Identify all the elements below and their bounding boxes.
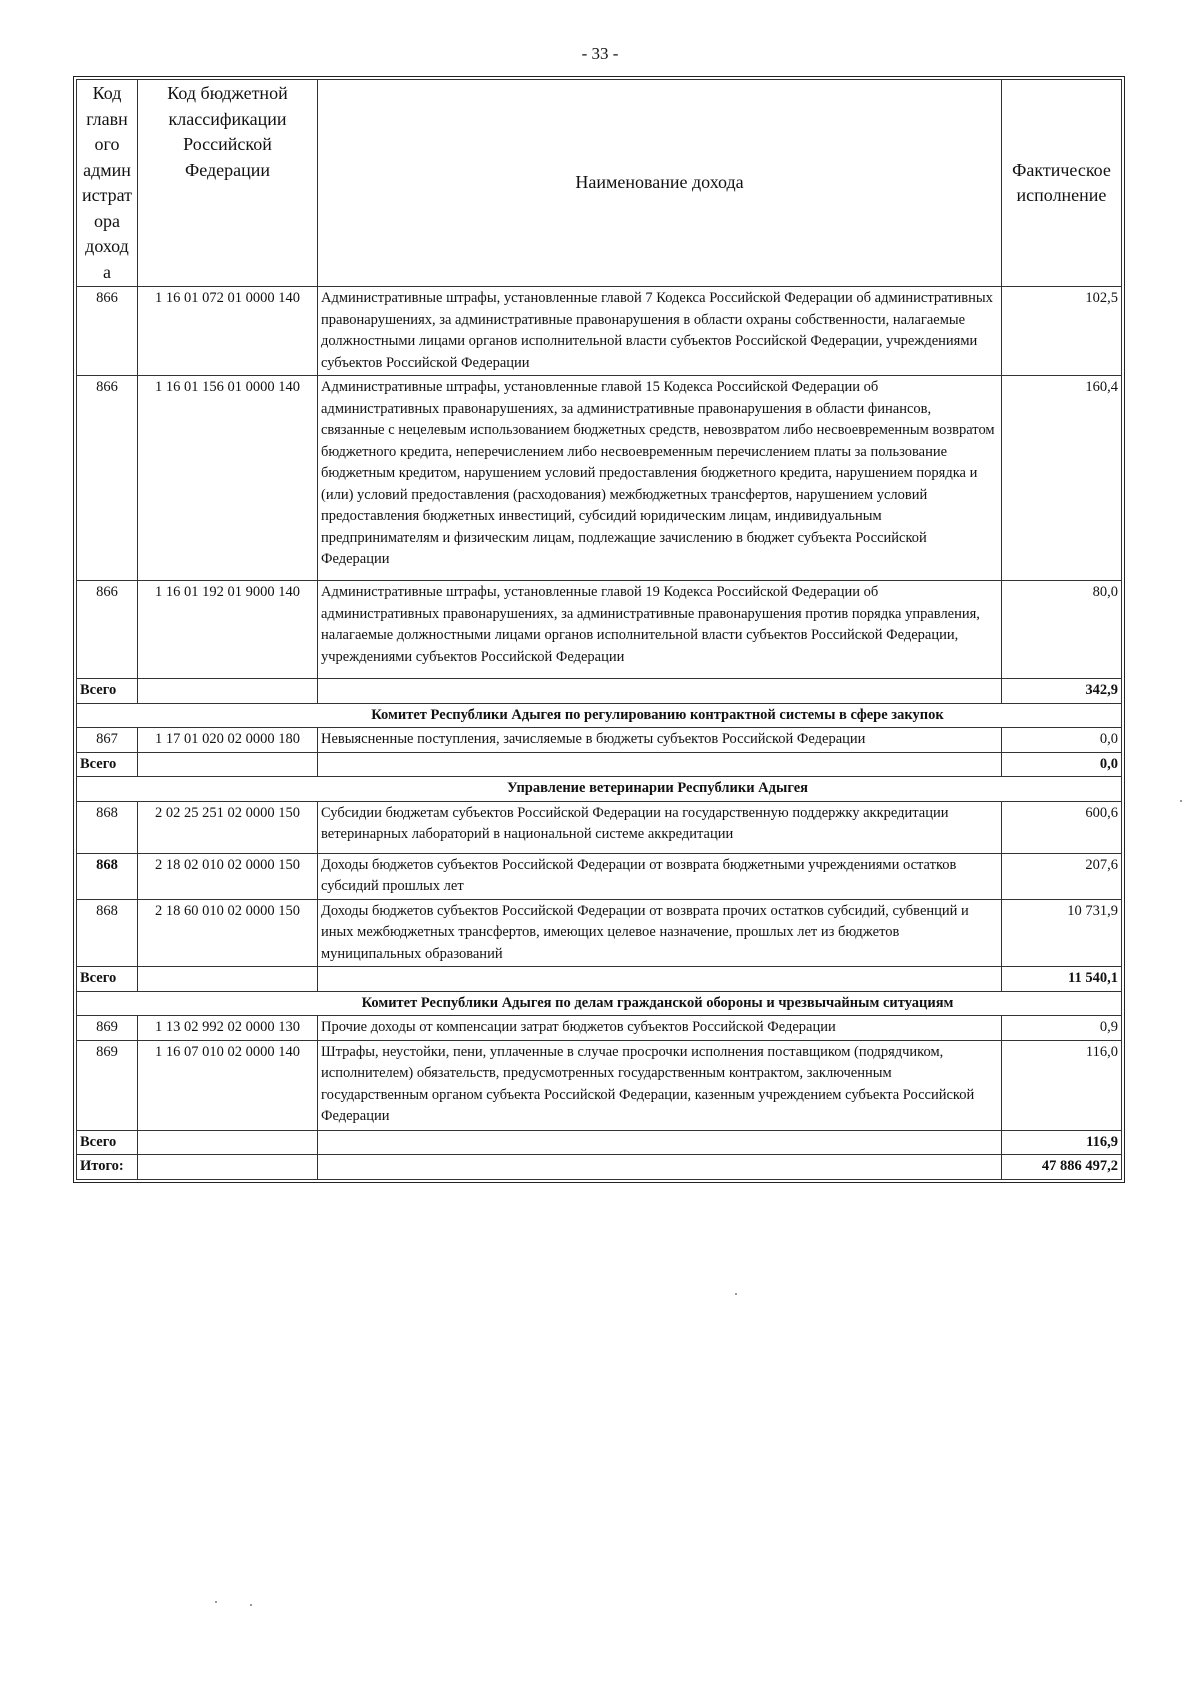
section-header-row — [77, 991, 1122, 1016]
header-budget-code: Код бюджетной классификации Российской Федерации — [138, 80, 318, 287]
table-row — [77, 376, 1122, 581]
table-row — [77, 899, 1122, 967]
income-table-frame — [73, 76, 1125, 1183]
admin-code-cell: 868 — [77, 853, 138, 899]
income-name-cell: Невыясненные поступления, зачисляемые в бюджеты субъектов Российской Федерации — [318, 728, 1002, 753]
income-name-cell: Доходы бюджетов субъектов Российской Федерации от возврата прочих остатков субсидий, субвенций и иных межбюджетных трансфертов, имеющих целевое назначение, прошлых лет из бюджетов муниципальных образований — [318, 899, 1002, 967]
income-name-cell: Административные штрафы, установленные главой 19 Кодекса Российской Федерации об административных правонарушениях, за административные правонарушения против порядка управления, налагаемые должностными лицами органов исполнительной власти субъектов Российской Федерации, учреждениями субъектов Российской Федерации — [318, 581, 1002, 679]
subtotal-label: Всего — [77, 967, 138, 992]
admin-code-cell: 869 — [77, 1040, 138, 1130]
empty-cell — [318, 967, 1002, 992]
scan-speck — [215, 1601, 217, 1603]
admin-code-cell: 866 — [77, 376, 138, 581]
grand-total-label: Итого: — [77, 1155, 138, 1180]
header-admin-code: Код главн ого админ истрат ора доход а — [77, 80, 138, 287]
budget-code-cell: 2 02 25 251 02 0000 150 — [138, 801, 318, 853]
income-name-cell: Субсидии бюджетам субъектов Российской Федерации на государственную поддержку аккредитации ветеринарных лабораторий в национальной системе аккредитации — [318, 801, 1002, 853]
grand-total-value: 47 886 497,2 — [1002, 1155, 1122, 1180]
empty-cell — [138, 1155, 318, 1180]
subtotal-row — [77, 752, 1122, 777]
budget-code-cell: 1 16 01 072 01 0000 140 — [138, 287, 318, 376]
admin-code-cell: 867 — [77, 728, 138, 753]
empty-cell — [138, 967, 318, 992]
admin-code-cell: 868 — [77, 801, 138, 853]
header-income-name: Наименование дохода — [318, 80, 1002, 287]
empty-cell — [318, 752, 1002, 777]
income-name-cell: Административные штрафы, установленные главой 7 Кодекса Российской Федерации об административных правонарушениях, за административные правонарушения в области охраны собственности, налагаемые должностными лицами органов исполнительной власти субъектов Российской Федерации, учреждениями субъектов Российской Федерации — [318, 287, 1002, 376]
page-number: - 33 - — [581, 44, 619, 63]
budget-code-cell: 1 13 02 992 02 0000 130 — [138, 1016, 318, 1041]
table-body — [77, 287, 1122, 1180]
grand-total-row — [77, 1155, 1122, 1180]
actual-value-cell: 160,4 — [1002, 376, 1122, 581]
budget-code-cell: 1 16 07 010 02 0000 140 — [138, 1040, 318, 1130]
actual-value-cell: 102,5 — [1002, 287, 1122, 376]
budget-code-cell: 2 18 60 010 02 0000 150 — [138, 899, 318, 967]
table-row — [77, 853, 1122, 899]
subtotal-label: Всего — [77, 679, 138, 704]
empty-cell — [138, 679, 318, 704]
budget-code-cell: 1 16 01 156 01 0000 140 — [138, 376, 318, 581]
scan-speck — [735, 1293, 737, 1295]
actual-value-cell: 80,0 — [1002, 581, 1122, 679]
subtotal-row — [77, 1130, 1122, 1155]
admin-code-cell: 866 — [77, 581, 138, 679]
budget-code-cell: 1 16 01 192 01 9000 140 — [138, 581, 318, 679]
section-header-row — [77, 777, 1122, 802]
budget-code-cell: 1 17 01 020 02 0000 180 — [138, 728, 318, 753]
income-name-cell: Административные штрафы, установленные главой 15 Кодекса Российской Федерации об административных правонарушениях, за административные правонарушения в области финансов, связанные с нецелевым использованием бюджетных средств, невозвратом либо несвоевременным возвратом бюджетного кредита, неперечислением либо несвоевременным перечислением платы за пользование бюджетным кредитом, нарушением условий предоставления бюджетного кредита, нарушением порядка и (или) условий предоставления (расходования) межбюджетных трансфертов, нарушением условий предоставления бюджетных инвестиций, субсидий юридическим лицам, индивидуальным предпринимателям и физическим лицам, подлежащие зачислению в бюджет субъекта Российской Федерации — [318, 376, 1002, 581]
empty-cell — [138, 752, 318, 777]
section-title: Комитет Республики Адыгея по регулированию контрактной системы в сфере закупок — [77, 703, 1122, 728]
income-name-cell: Штрафы, неустойки, пени, уплаченные в случае просрочки исполнения поставщиком (подрядчиком, исполнителем) обязательств, предусмотренных государственным контрактом, заключенным государственным органом субъекта Российской Федерации, казенным учреждением субъекта Российской Федерации — [318, 1040, 1002, 1130]
subtotal-value: 342,9 — [1002, 679, 1122, 704]
income-name-cell: Прочие доходы от компенсации затрат бюджетов субъектов Российской Федерации — [318, 1016, 1002, 1041]
actual-value-cell: 10 731,9 — [1002, 899, 1122, 967]
subtotal-row — [77, 967, 1122, 992]
scan-speck — [250, 1604, 252, 1606]
table-row — [77, 1016, 1122, 1041]
subtotal-value: 11 540,1 — [1002, 967, 1122, 992]
admin-code-cell: 866 — [77, 287, 138, 376]
actual-value-cell: 207,6 — [1002, 853, 1122, 899]
actual-value-cell: 116,0 — [1002, 1040, 1122, 1130]
actual-value-cell: 600,6 — [1002, 801, 1122, 853]
table-row — [77, 728, 1122, 753]
empty-cell — [318, 1155, 1002, 1180]
empty-cell — [138, 1130, 318, 1155]
table-header-row — [77, 80, 1122, 287]
table-row — [77, 801, 1122, 853]
scan-speck — [1180, 800, 1182, 802]
subtotal-value: 116,9 — [1002, 1130, 1122, 1155]
empty-cell — [318, 679, 1002, 704]
admin-code-cell: 868 — [77, 899, 138, 967]
income-table — [76, 79, 1122, 1180]
budget-code-cell: 2 18 02 010 02 0000 150 — [138, 853, 318, 899]
section-header-row — [77, 703, 1122, 728]
table-row — [77, 1040, 1122, 1130]
table-row — [77, 287, 1122, 376]
section-title: Комитет Республики Адыгея по делам гражданской обороны и чрезвычайным ситуациям — [77, 991, 1122, 1016]
subtotal-label: Всего — [77, 1130, 138, 1155]
subtotal-row — [77, 679, 1122, 704]
subtotal-label: Всего — [77, 752, 138, 777]
table-row — [77, 581, 1122, 679]
actual-value-cell: 0,0 — [1002, 728, 1122, 753]
actual-value-cell: 0,9 — [1002, 1016, 1122, 1041]
income-name-cell: Доходы бюджетов субъектов Российской Федерации от возврата бюджетными учреждениями остатков субсидий прошлых лет — [318, 853, 1002, 899]
section-title: Управление ветеринарии Республики Адыгея — [77, 777, 1122, 802]
admin-code-cell: 869 — [77, 1016, 138, 1041]
header-actual: Фактическое исполнение — [1002, 80, 1122, 287]
empty-cell — [318, 1130, 1002, 1155]
subtotal-value: 0,0 — [1002, 752, 1122, 777]
